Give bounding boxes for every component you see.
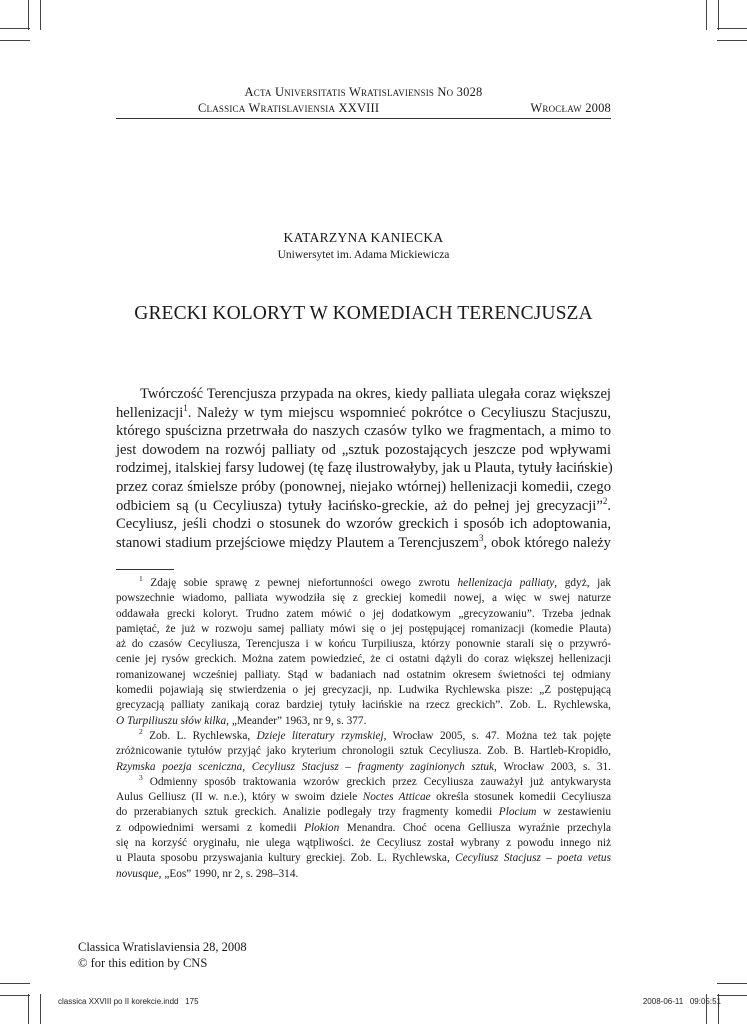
crop-mark [717, 40, 747, 41]
article-title: GRECKI KOLORYT W KOMEDIACH TERENCJUSZA [134, 303, 593, 324]
footnote-line: powszechnie wiadomo, palliata wywodziła się z greckiej komedii nowej, a więc w swej naturze [116, 592, 611, 605]
body-line: rodzimej, italskiej farsy ludowej (tę fazę ilustrowałyby, jak u Plauta, tytuły łacińskie) [116, 460, 613, 477]
journal-name: Acta Universitatis Wratislaviensis No 3028 [244, 85, 483, 99]
crop-mark [0, 28, 30, 29]
footnote-line: się na korzyść oryginału, nie ulega wątpliwości. że Cecyliusz został wybrany z powodu innego niż [116, 837, 611, 850]
footnote-number: 1 [139, 574, 143, 584]
body-line: odbiciem są (u Cecyliusza) tytuły łacińsko-greckie, aż do pełnej jej grecyzacji”$^2$. [116, 495, 611, 514]
footnote-line: z odpowiednimi wersami z komedii Plokion Menandra. Choć ocena Gelliusza wyraźnie przechyla [116, 821, 611, 834]
footnote-number: 2 [139, 727, 143, 737]
series-name: Classica Wratislaviensia XXVIII [198, 101, 380, 115]
footnote-3: $^3$ Odmienny sposób traktowania wzorów greckich przez Cecyliusza zauważył już antykwarysta [139, 773, 611, 788]
crop-mark [28, 0, 29, 30]
body-paragraph [116, 385, 611, 552]
footnote-rule [116, 569, 174, 570]
footnote-number: 3 [139, 773, 143, 783]
footnote-ref[interactable]: 1 [183, 402, 188, 413]
author-name: KATARZYNA KANIECKA [283, 230, 444, 245]
crop-mark [718, 0, 719, 30]
footnote-line: oddawała grecki koloryt. Trudno zatem mówić o jej dodatkowym „grecyzowaniu”. Trzeba jednak [116, 607, 611, 620]
colophon [78, 940, 247, 971]
footnote-line: u Plauta sposobu przyswajania kultury greckiej. Zob. L. Rychlewska, Cecyliusz Stacjusz – poeta vetus [116, 852, 611, 865]
footnote-line: pamiętać, że już w rozwoju samej palliaty mówi się o jej postępującej romanizacji (komedie Plauta) [116, 622, 611, 635]
footnote-line: O Turpiliuszu słów kilka, „Meander” 1963, nr 9, s. 377. [116, 714, 367, 727]
body-line: przez coraz śmielsze próby (ponownej, niejako wtórnej) hellenizacji komedii, czego [116, 478, 611, 495]
crop-mark [28, 994, 29, 1024]
body-line: którego spuścizna przetrwała do naszych czasów tylko we fragmentach, a mimo to [116, 423, 611, 440]
footnote-1: $^1$ Zdaję sobie sprawę z pewnej niefortunności owego zwrotu hellenizacja palliaty, gdyż, jak [139, 574, 611, 589]
slug-datetime: 2008-06-11 09:05:51 [642, 997, 721, 1006]
colophon-journal: Classica Wratislaviensia 28, 2008 [78, 940, 247, 954]
body-line: hellenizacji$^1$. Należy w tym miejscu wspomnieć pokrótce o Cecyliuszu Stacjuszu, [116, 402, 611, 421]
place-year: Wrocław 2008 [530, 101, 611, 115]
crop-mark [0, 995, 30, 996]
header-rule [116, 118, 611, 119]
colophon-copyright: © for this edition by CNS [78, 955, 208, 970]
footnote-ref[interactable]: 3 [479, 532, 484, 543]
footnote-line: aż do czasów Cecyliusza, Terencjusza i w końcu Turpiliusza, którzy ponownie starali się o przywró- [116, 638, 611, 651]
footnote-line: zróżnicowanie tytułów przyjąć jako kryterium chronologii sztuk Cecyliusza. Zob. B. Hartleb-Kropidło, [116, 745, 611, 758]
crop-mark [40, 994, 41, 1024]
running-header [116, 84, 611, 116]
footnotes [116, 576, 611, 882]
crop-mark [0, 983, 30, 984]
crop-mark [717, 995, 747, 996]
body-line: jest dowodem na rozwój palliaty od „sztuk pozostających jeszcze pod wpływami [116, 441, 611, 458]
footnote-2: $^2$ Zob. L. Rychlewska, Dzieje literatury rzymskiej, Wrocław 2005, s. 47. Można też tak pojęte [139, 727, 611, 742]
footnote-line: do przerabianych sztuk greckich. Analizie podlegały trzy fragmenty komedii Plocium w zestawieniu [116, 806, 611, 819]
slug-filename: classica XXVIII po II korekcie.indd 175 [58, 997, 199, 1006]
footnote-line: grecyzacją palliaty zanikają coraz bardziej tytuły łacińskie na rzecz greckich”. Zob. L. Rychlewska, [116, 699, 611, 712]
body-line: stanowi stadium przejściowe między Plautem a Terencjuszem$^3$, obok którego należy [116, 532, 611, 551]
footnote-ref[interactable]: 2 [602, 495, 608, 506]
author-affiliation: Uniwersytet im. Adama Mickiewicza [277, 249, 450, 261]
footnote-line: novusque, „Eos” 1990, nr 2, s. 298–314. [116, 867, 299, 880]
journal-issue-line [116, 100, 611, 116]
crop-mark [717, 983, 747, 984]
crop-mark [706, 0, 707, 30]
crop-mark [717, 28, 747, 29]
crop-mark [40, 0, 41, 30]
footnote-line: komedii pojawiają się stwierdzenia o jej grecyzacji, np. Ludwika Rychlewska pisze: „Z postępującą [116, 684, 611, 697]
footnote-line: romanizowanej wcześniej palliaty. Stąd w badaniach nad ostatnim okresem świetności tej odmiany [116, 668, 611, 681]
footnote-line: Rzymska poezja sceniczna, Cecyliusz Stacjusz – fragmenty zaginionych sztuk, Wrocław 2003, s. 31. [116, 760, 612, 773]
crop-mark [0, 40, 30, 41]
footnote-line: cenie jej rysów greckich. Można zatem powiedzieć, że ci ostatni dążyli do coraz większej hellenizacji [116, 653, 611, 666]
body-line: Cecyliusz, jeśli chodzi o stosunek do wzorów greckich i sposób ich adoptowania, [116, 516, 611, 533]
footnote-line: Aulus Gelliusz (II w. n.e.), który w swoim dziele Noctes Atticae określa stosunek komedii Cecyliusza [116, 791, 611, 804]
body-line: Twórczość Terencjusza przypada na okres, kiedy palliata ulegała coraz większej [140, 386, 611, 402]
